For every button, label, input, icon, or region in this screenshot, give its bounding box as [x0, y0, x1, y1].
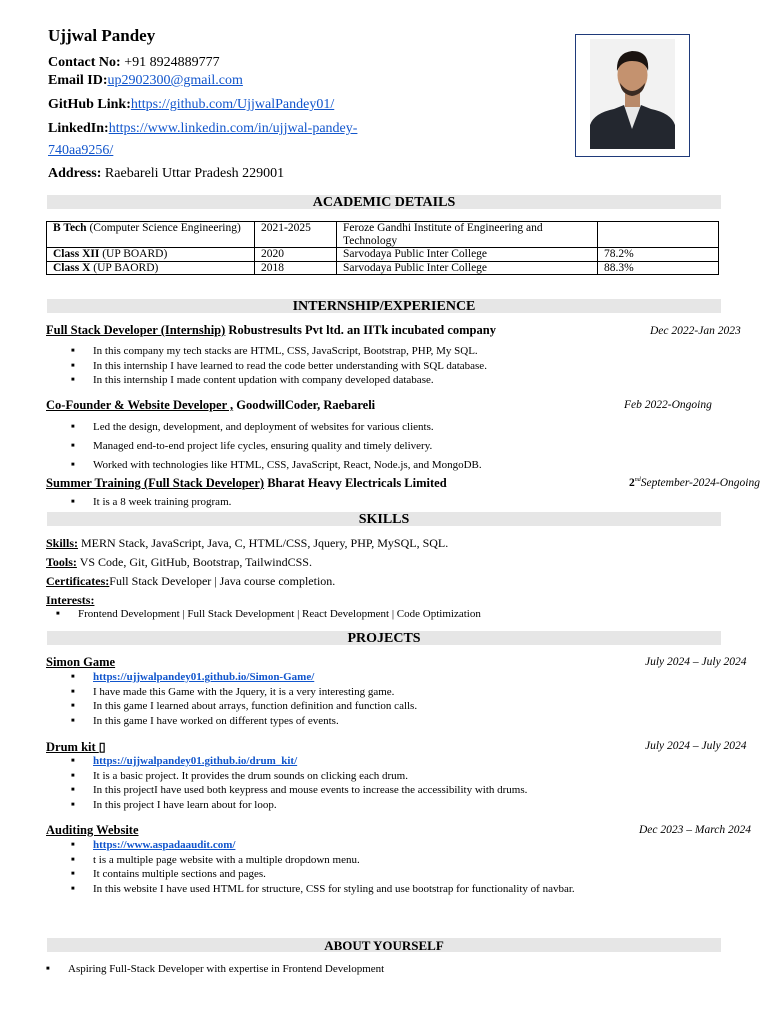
project-link[interactable]: https://www.aspadaaudit.com/ — [93, 839, 236, 851]
years-cell: 2020 — [255, 248, 337, 262]
profile-photo — [575, 34, 690, 157]
project-date: Dec 2023 – March 2024 — [639, 824, 751, 836]
project-bullets — [71, 670, 417, 728]
person-portrait-icon — [590, 39, 675, 149]
certificates-label: Certificates: — [46, 574, 110, 588]
project-link[interactable]: https://ujjwalpandey01.github.io/drum_kit/ — [93, 755, 298, 767]
list-item: ■ Frontend Development | Full Stack Development | React Development | Code Optimization — [56, 607, 481, 621]
job-date: Feb 2022-Ongoing — [624, 399, 712, 411]
job-company: Bharat Heavy Electricals Limited — [264, 476, 447, 490]
list-item: ■ It is a basic project. It provides the drum sounds on clicking each drum. — [71, 769, 527, 784]
job-role: Full Stack Developer (Internship) — [46, 323, 226, 337]
list-item — [71, 670, 417, 685]
section-heading-projects: PROJECTS — [47, 631, 721, 645]
list-item: ■ Managed end-to-end project life cycles, ensuring quality and timely delivery. — [71, 437, 482, 456]
certificates-line — [46, 574, 335, 589]
list-item — [71, 838, 575, 853]
date-day: 2 — [629, 477, 635, 489]
job-bullets — [71, 344, 487, 388]
project-date: July 2024 – July 2024 — [645, 656, 747, 668]
degree-detail: (UP BOARD) — [99, 248, 168, 260]
years-cell: 2021-2025 — [255, 222, 337, 248]
linkedin-line-2 — [48, 143, 113, 159]
interests-label: Interests: — [46, 593, 95, 607]
skills-line — [46, 536, 448, 551]
score-cell: 78.2% — [598, 248, 719, 262]
contact-line — [48, 55, 220, 71]
job-title — [46, 323, 496, 338]
job-date: Dec 2022-Jan 2023 — [650, 325, 741, 337]
table-row — [47, 222, 719, 248]
degree-detail: (Computer Science Engineering) — [86, 222, 241, 234]
linkedin-link-continued[interactable]: 740aa9256/ — [48, 143, 114, 158]
list-item: ■ It contains multiple sections and pages. — [71, 867, 575, 882]
tools-line — [46, 555, 312, 570]
project-date: July 2024 – July 2024 — [645, 740, 747, 752]
section-heading-academic: ACADEMIC DETAILS — [47, 195, 721, 209]
linkedin-link[interactable]: https://www.linkedin.com/in/ujjwal-pandey- — [108, 121, 358, 136]
list-item: ■ In this website I have used HTML for structure, CSS for styling and use bootstrap for functionality of navbar. — [71, 882, 575, 897]
email-line — [48, 73, 243, 89]
list-item: ■ In this company my tech stacks are HTML, CSS, JavaScript, Bootstrap, PHP, My SQL. — [71, 344, 487, 359]
years-cell: 2018 — [255, 261, 337, 275]
job-role: Summer Training (Full Stack Developer) — [46, 476, 265, 490]
email-link[interactable]: up2902300@gmail.com — [107, 73, 243, 88]
list-item: ■ In this projectI have used both keypress and mouse events to increase the accessibility with drums. — [71, 783, 527, 798]
list-item: ■ In this project I have learn about for loop. — [71, 798, 527, 813]
list-item: ■ In this game I have worked on different types of events. — [71, 714, 417, 729]
linkedin-line — [48, 121, 357, 137]
tools-value: VS Code, Git, GitHub, Bootstrap, TailwindCSS. — [76, 555, 312, 569]
score-cell — [598, 222, 719, 248]
skills-value: MERN Stack, JavaScript, Java, C, HTML/CSS, Jquery, PHP, MySQL, SQL. — [78, 536, 449, 550]
degree-name: Class XII — [53, 248, 100, 260]
list-item — [71, 754, 527, 769]
list-item: ■ Aspiring Full-Stack Developer with expertise in Frontend Development — [46, 962, 384, 976]
academic-table — [46, 221, 719, 275]
degree-cell — [47, 248, 255, 262]
tools-label: Tools: — [46, 555, 77, 569]
list-item: ■ In this internship I have learned to read the code better understanding with SQL database. — [71, 359, 487, 374]
job-bullets — [71, 418, 482, 475]
degree-cell — [47, 261, 255, 275]
github-line — [48, 97, 334, 113]
contact-label: Contact No: — [48, 55, 121, 70]
project-bullets — [71, 838, 575, 896]
list-item: ■ Led the design, development, and deployment of websites for various clients. — [71, 418, 482, 437]
interests-bullets — [56, 607, 481, 621]
job-title — [46, 398, 375, 413]
project-title: Auditing Website — [46, 823, 139, 837]
list-item: ■ In this game I learned about arrays, function definition and function calls. — [71, 699, 417, 714]
section-heading-experience: INTERNSHIP/EXPERIENCE — [47, 299, 721, 313]
list-item: ■ I have made this Game with the Jquery, it is a very interesting game. — [71, 685, 417, 700]
project-title: Simon Game — [46, 655, 116, 669]
project-title — [46, 739, 106, 755]
address-label: Address: — [48, 166, 102, 181]
email-label: Email ID: — [48, 73, 108, 88]
date-suffix: nd — [634, 477, 641, 484]
job-bullets — [71, 495, 231, 509]
address-value: Raebareli Uttar Pradesh 229001 — [101, 166, 285, 181]
project-link[interactable]: https://ujjwalpandey01.github.io/Simon-Game/ — [93, 671, 315, 683]
degree-name: Class X — [53, 261, 91, 274]
degree-name: B Tech — [53, 222, 87, 234]
job-company: Robustresults Pvt ltd. an IITk incubated company — [225, 323, 496, 337]
list-item: ■ Worked with technologies like HTML, CSS, JavaScript, React, Node.js, and MongoDB. — [71, 456, 482, 475]
list-item: ■ It is a 8 week training program. — [71, 495, 231, 509]
score-cell: 88.3% — [598, 261, 719, 275]
skills-label: Skills: — [46, 536, 79, 550]
job-company: GoodwillCoder, Raebareli — [233, 398, 376, 412]
contact-value: +91 8924889777 — [120, 55, 220, 70]
job-title — [46, 476, 447, 491]
institute-cell: Sarvodaya Public Inter College — [337, 248, 598, 262]
address-line — [48, 166, 284, 182]
institute-cell: Feroze Gandhi Institute of Engineering and Technology — [337, 222, 598, 248]
candidate-name: Ujjwal Pandey — [48, 26, 156, 45]
about-bullets — [46, 962, 384, 976]
list-item: ■ t is a multiple page website with a multiple dropdown menu. — [71, 853, 575, 868]
project-bullets — [71, 754, 527, 812]
institute-cell: Sarvodaya Public Inter College — [337, 261, 598, 275]
list-item: ■ In this internship I made content updation with company developed database. — [71, 373, 487, 388]
degree-cell — [47, 222, 255, 248]
github-link[interactable]: https://github.com/UjjwalPandey01/ — [130, 97, 335, 112]
section-heading-about: ABOUT YOURSELF — [47, 938, 721, 952]
date-rest: September-2024-Ongoing — [640, 477, 760, 489]
table-row — [47, 248, 719, 262]
project-title-text: Drum kit — [46, 740, 99, 754]
github-label: GitHub Link: — [48, 97, 131, 112]
section-heading-skills: SKILLS — [47, 512, 721, 526]
job-date — [629, 477, 760, 489]
job-role: Co-Founder & Website Developer , — [46, 398, 234, 412]
certificates-value: Full Stack Developer | Java course completion. — [109, 574, 336, 588]
degree-detail: (UP BAORD) — [90, 261, 159, 274]
interests-line — [46, 593, 94, 608]
drum-icon: ▯ — [98, 740, 106, 754]
linkedin-label: LinkedIn: — [48, 121, 109, 136]
table-row — [47, 261, 719, 275]
